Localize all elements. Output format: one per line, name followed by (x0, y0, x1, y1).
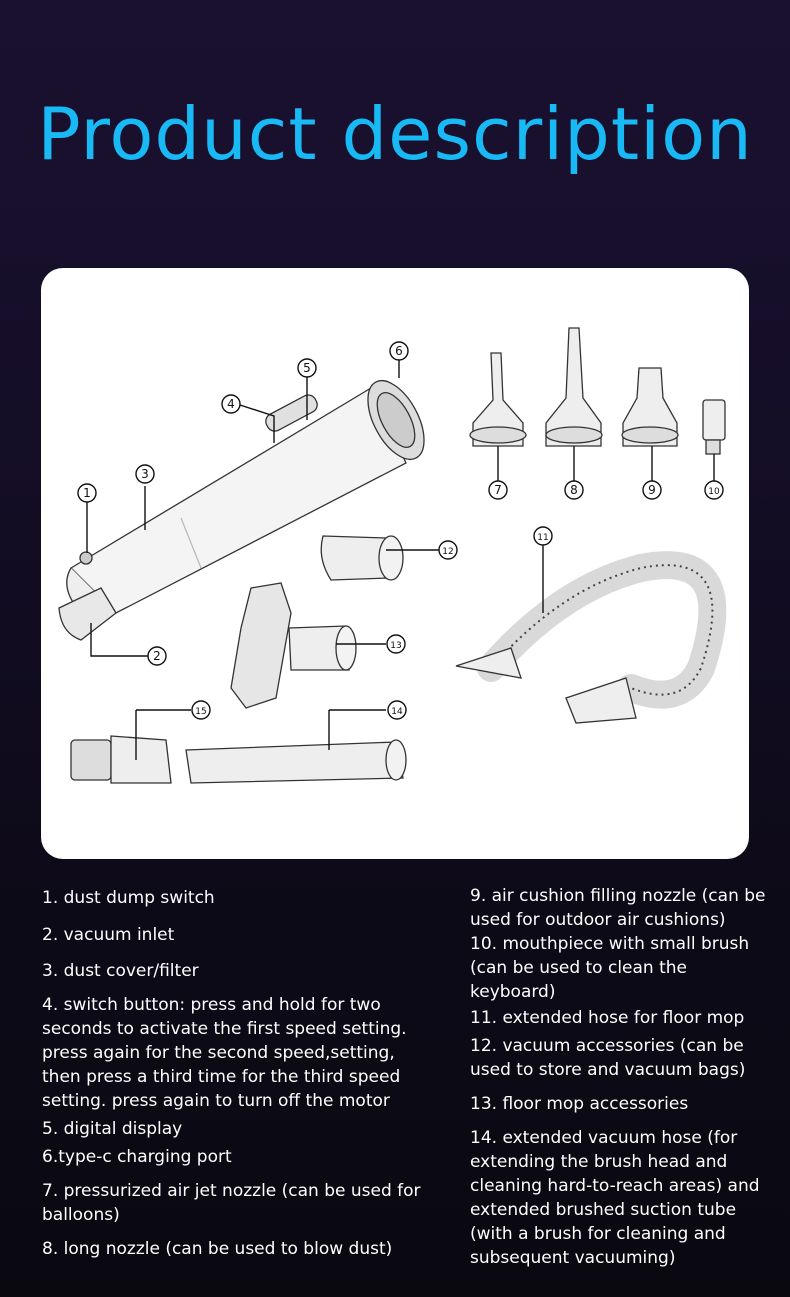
callout-label: 12 (442, 547, 454, 557)
description-item-2: 2. vacuum inlet (42, 925, 175, 945)
brush-15-drawing (71, 736, 171, 783)
accessory-12-drawing (321, 536, 403, 580)
callout-label: 7 (494, 483, 502, 497)
callout-4 (222, 395, 240, 413)
description-item-1: 1. dust dump switch (42, 888, 215, 908)
description-item-7: 7. pressurized air jet nozzle (can be used for balloons) (42, 1181, 421, 1225)
callout-5 (298, 359, 316, 377)
floor-mop-13-drawing (231, 583, 356, 708)
product-diagram-panel (41, 268, 749, 859)
callout-label: 15 (195, 707, 207, 717)
descriptions-left-column (42, 886, 422, 1261)
description-item-12: 12. vacuum accessories (can be used to store and vacuum bags) (470, 1036, 746, 1080)
callout-9 (643, 481, 661, 499)
description-item-11: 11. extended hose for floor mop (470, 1008, 745, 1028)
callout-14 (388, 701, 406, 719)
nozzle-7-drawing (470, 353, 526, 446)
callout-label: 3 (141, 467, 149, 481)
description-item-4: 4. switch button: press and hold for two seconds to activate the first speed setting. press again for the second speed,setting, then press a third time for the third speed setting. press again to turn off the motor (42, 995, 407, 1111)
callout-6 (390, 342, 408, 360)
nozzle-9-drawing (622, 368, 678, 446)
callout-label: 6 (395, 344, 403, 358)
callout-2 (148, 647, 166, 665)
description-item-8: 8. long nozzle (can be used to blow dust) (42, 1239, 393, 1259)
callout-label: 14 (391, 707, 403, 717)
callout-11 (534, 527, 552, 545)
nozzle-10-drawing (703, 400, 725, 454)
callout-label: 5 (303, 361, 311, 375)
description-item-9: 9. air cushion filling nozzle (can be used for outdoor air cushions) (470, 886, 766, 930)
descriptions-right-column (470, 884, 770, 1270)
callout-3 (136, 465, 154, 483)
description-item-14: 14. extended vacuum hose (for extending the brush head and cleaning hard-to-reach areas) and extended brushed suction tube (with a brush for cleaning and subsequent vacuuming) (470, 1128, 760, 1268)
callout-label: 11 (537, 533, 549, 543)
page-title: Product description (37, 92, 753, 176)
callout-13 (387, 635, 405, 653)
callout-label: 4 (227, 397, 235, 411)
callout-12 (439, 541, 457, 559)
description-item-6: 6.type-c charging port (42, 1147, 232, 1167)
callout-1 (78, 484, 96, 502)
callout-label: 13 (390, 641, 402, 651)
vacuum-body-drawing (59, 372, 436, 640)
description-item-3: 3. dust cover/filter (42, 961, 199, 981)
callout-15 (192, 701, 210, 719)
product-diagram (41, 268, 749, 859)
callout-label: 8 (570, 483, 578, 497)
callout-label: 9 (648, 483, 656, 497)
callout-label: 1 (83, 486, 91, 500)
nozzle-8-drawing (546, 328, 602, 446)
callout-10 (705, 481, 723, 499)
callout-8 (565, 481, 583, 499)
description-item-5: 5. digital display (42, 1119, 183, 1139)
description-item-10: 10. mouthpiece with small brush (can be used to clean the keyboard) (470, 934, 750, 1002)
tube-14-drawing (186, 740, 406, 783)
description-item-13: 13. floor mop accessories (470, 1094, 689, 1114)
callout-7 (489, 481, 507, 499)
hose-11-drawing (456, 565, 712, 723)
callout-label: 2 (153, 649, 161, 663)
callout-label: 10 (708, 487, 720, 497)
